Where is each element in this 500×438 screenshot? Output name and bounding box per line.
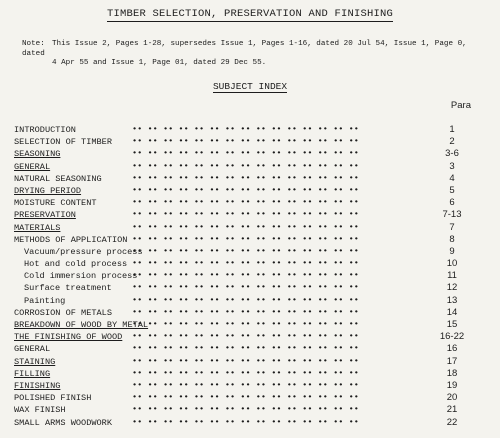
entry-para-number: 19 <box>446 379 458 391</box>
dot-leader: •• •• •• •• •• •• •• •• •• •• •• •• •• •• •• <box>132 392 359 403</box>
entry-para-number: 20 <box>446 392 458 404</box>
entry-label: PRESERVATION <box>14 210 76 221</box>
entry-label: MOISTURE CONTENT <box>14 198 97 209</box>
entry-para-number: 3 <box>449 160 455 172</box>
dot-leader: •• •• •• •• •• •• •• •• •• •• •• •• •• •• •• <box>132 331 359 342</box>
entry-label: GENERAL <box>14 344 51 355</box>
entry-para-number: 6 <box>449 197 455 209</box>
dot-leader: •• •• •• •• •• •• •• •• •• •• •• •• •• •• •• <box>132 404 359 415</box>
entry-label: CORROSION OF METALS <box>14 307 112 318</box>
index-title-text: SUBJECT INDEX <box>212 81 288 92</box>
note-label: Note: <box>22 40 45 48</box>
entry-label: BREAKDOWN OF WOOD BY METAL <box>14 320 149 330</box>
entry-label: Surface treatment <box>24 283 112 294</box>
entry-label: WAX FINISH <box>14 405 66 416</box>
entry-para-number: 11 <box>447 270 457 282</box>
dot-leader: •• •• •• •• •• •• •• •• •• •• •• •• •• •• •• <box>132 355 359 366</box>
document-title-text: TIMBER SELECTION, PRESERVATION AND FINISHING <box>106 8 394 20</box>
entry-label: Cold immersion process <box>24 271 138 282</box>
entry-para-number: 17 <box>446 355 458 367</box>
index-entries <box>14 124 494 429</box>
para-column-header: Para <box>450 100 471 111</box>
entry-para-number: 7-13 <box>442 209 462 221</box>
entry-label: SMALL ARMS WOODWORK <box>14 417 112 428</box>
index-title <box>0 81 500 92</box>
dot-leader: •• •• •• •• •• •• •• •• •• •• •• •• •• •• •• <box>132 306 359 317</box>
entry-label: FILLING <box>14 368 51 379</box>
note-line-1 <box>22 40 492 59</box>
dot-leader: •• •• •• •• •• •• •• •• •• •• •• •• •• •• •• <box>132 221 359 232</box>
dot-leader: •• •• •• •• •• •• •• •• •• •• •• •• •• •• •• <box>132 258 359 269</box>
entry-para-number: 9 <box>449 245 455 257</box>
supersession-note <box>22 40 492 69</box>
entry-para-number: 13 <box>446 294 458 306</box>
entry-label: GENERAL <box>14 161 51 172</box>
note-text-1: This Issue 2, Pages 1-28, supersedes Issue 1, Pages 1-16, dated 20 Jul 54, Issue 1, Page 0, dated <box>22 40 467 58</box>
entry-para-number: 8 <box>449 233 455 245</box>
dot-leader: •• •• •• •• •• •• •• •• •• •• •• •• •• •• •• <box>132 367 359 378</box>
entry-para-number: 7 <box>449 221 455 233</box>
entry-label: THE FINISHING OF WOOD <box>14 332 123 343</box>
dot-leader: •• •• •• •• •• •• •• •• •• •• •• •• •• •• •• <box>132 148 359 159</box>
entry-label: MATERIALS <box>14 222 61 233</box>
dot-leader: •• •• •• •• •• •• •• •• •• •• •• •• •• •• •• <box>132 294 359 305</box>
entry-para-number: 16 <box>446 343 458 355</box>
entry-label: Hot and cold process <box>24 259 128 270</box>
dot-leader: •• •• •• •• •• •• •• •• •• •• •• •• •• •• •• <box>132 319 359 329</box>
entry-para-number: 10 <box>446 258 458 270</box>
dot-leader: •• •• •• •• •• •• •• •• •• •• •• •• •• •• •• <box>132 416 359 427</box>
entry-label: FINISHING <box>14 380 61 391</box>
entry-para-number: 22 <box>446 416 458 428</box>
entry-para-number: 5 <box>449 184 455 196</box>
entry-para-number: 21 <box>446 404 458 416</box>
dot-leader: •• •• •• •• •• •• •• •• •• •• •• •• •• •• •• <box>132 245 359 256</box>
note-text-2: 4 Apr 55 and Issue 1, Page 01, dated 29 Dec 55. <box>52 59 267 67</box>
entry-label: METHODS OF APPLICATION <box>14 234 128 245</box>
dot-leader: •• •• •• •• •• •• •• •• •• •• •• •• •• •• •• <box>132 160 359 171</box>
entry-para-number: 1 <box>449 124 455 135</box>
entry-label: Painting <box>24 295 66 306</box>
entry-para-number: 3-6 <box>445 148 459 160</box>
entry-label: SELECTION OF TIMBER <box>14 137 112 148</box>
entry-para-number: 12 <box>446 282 458 294</box>
entry-para-number: 15 <box>446 319 458 330</box>
entry-label: DRYING PERIOD <box>14 185 82 196</box>
dot-leader: •• •• •• •• •• •• •• •• •• •• •• •• •• •• •• <box>132 270 359 281</box>
entry-label: SEASONING <box>14 149 61 160</box>
index-entry <box>14 417 494 429</box>
dot-leader: •• •• •• •• •• •• •• •• •• •• •• •• •• •• •• <box>132 209 359 220</box>
entry-para-number: 16-22 <box>439 331 465 343</box>
entry-para-number: 4 <box>449 172 455 184</box>
dot-leader: •• •• •• •• •• •• •• •• •• •• •• •• •• •• •• <box>132 124 359 134</box>
dot-leader: •• •• •• •• •• •• •• •• •• •• •• •• •• •• •• <box>132 343 359 354</box>
entry-para-number: 18 <box>446 367 458 379</box>
dot-leader: •• •• •• •• •• •• •• •• •• •• •• •• •• •• •• <box>132 233 359 244</box>
entry-label: POLISHED FINISH <box>14 393 92 404</box>
entry-para-number: 2 <box>449 136 455 148</box>
document-title <box>0 8 500 20</box>
dot-leader: •• •• •• •• •• •• •• •• •• •• •• •• •• •• •• <box>132 282 359 293</box>
entry-label: Vacuum/pressure process <box>24 246 143 257</box>
dot-leader: •• •• •• •• •• •• •• •• •• •• •• •• •• •• •• <box>132 379 359 390</box>
dot-leader: •• •• •• •• •• •• •• •• •• •• •• •• •• •• •• <box>132 136 359 147</box>
dot-leader: •• •• •• •• •• •• •• •• •• •• •• •• •• •• •• <box>132 184 359 195</box>
entry-label: NATURAL SEASONING <box>14 173 102 184</box>
dot-leader: •• •• •• •• •• •• •• •• •• •• •• •• •• •• •• <box>132 197 359 208</box>
entry-label: INTRODUCTION <box>14 125 76 135</box>
entry-para-number: 14 <box>446 306 458 318</box>
entry-label: STAINING <box>14 356 56 367</box>
dot-leader: •• •• •• •• •• •• •• •• •• •• •• •• •• •• •• <box>132 172 359 183</box>
